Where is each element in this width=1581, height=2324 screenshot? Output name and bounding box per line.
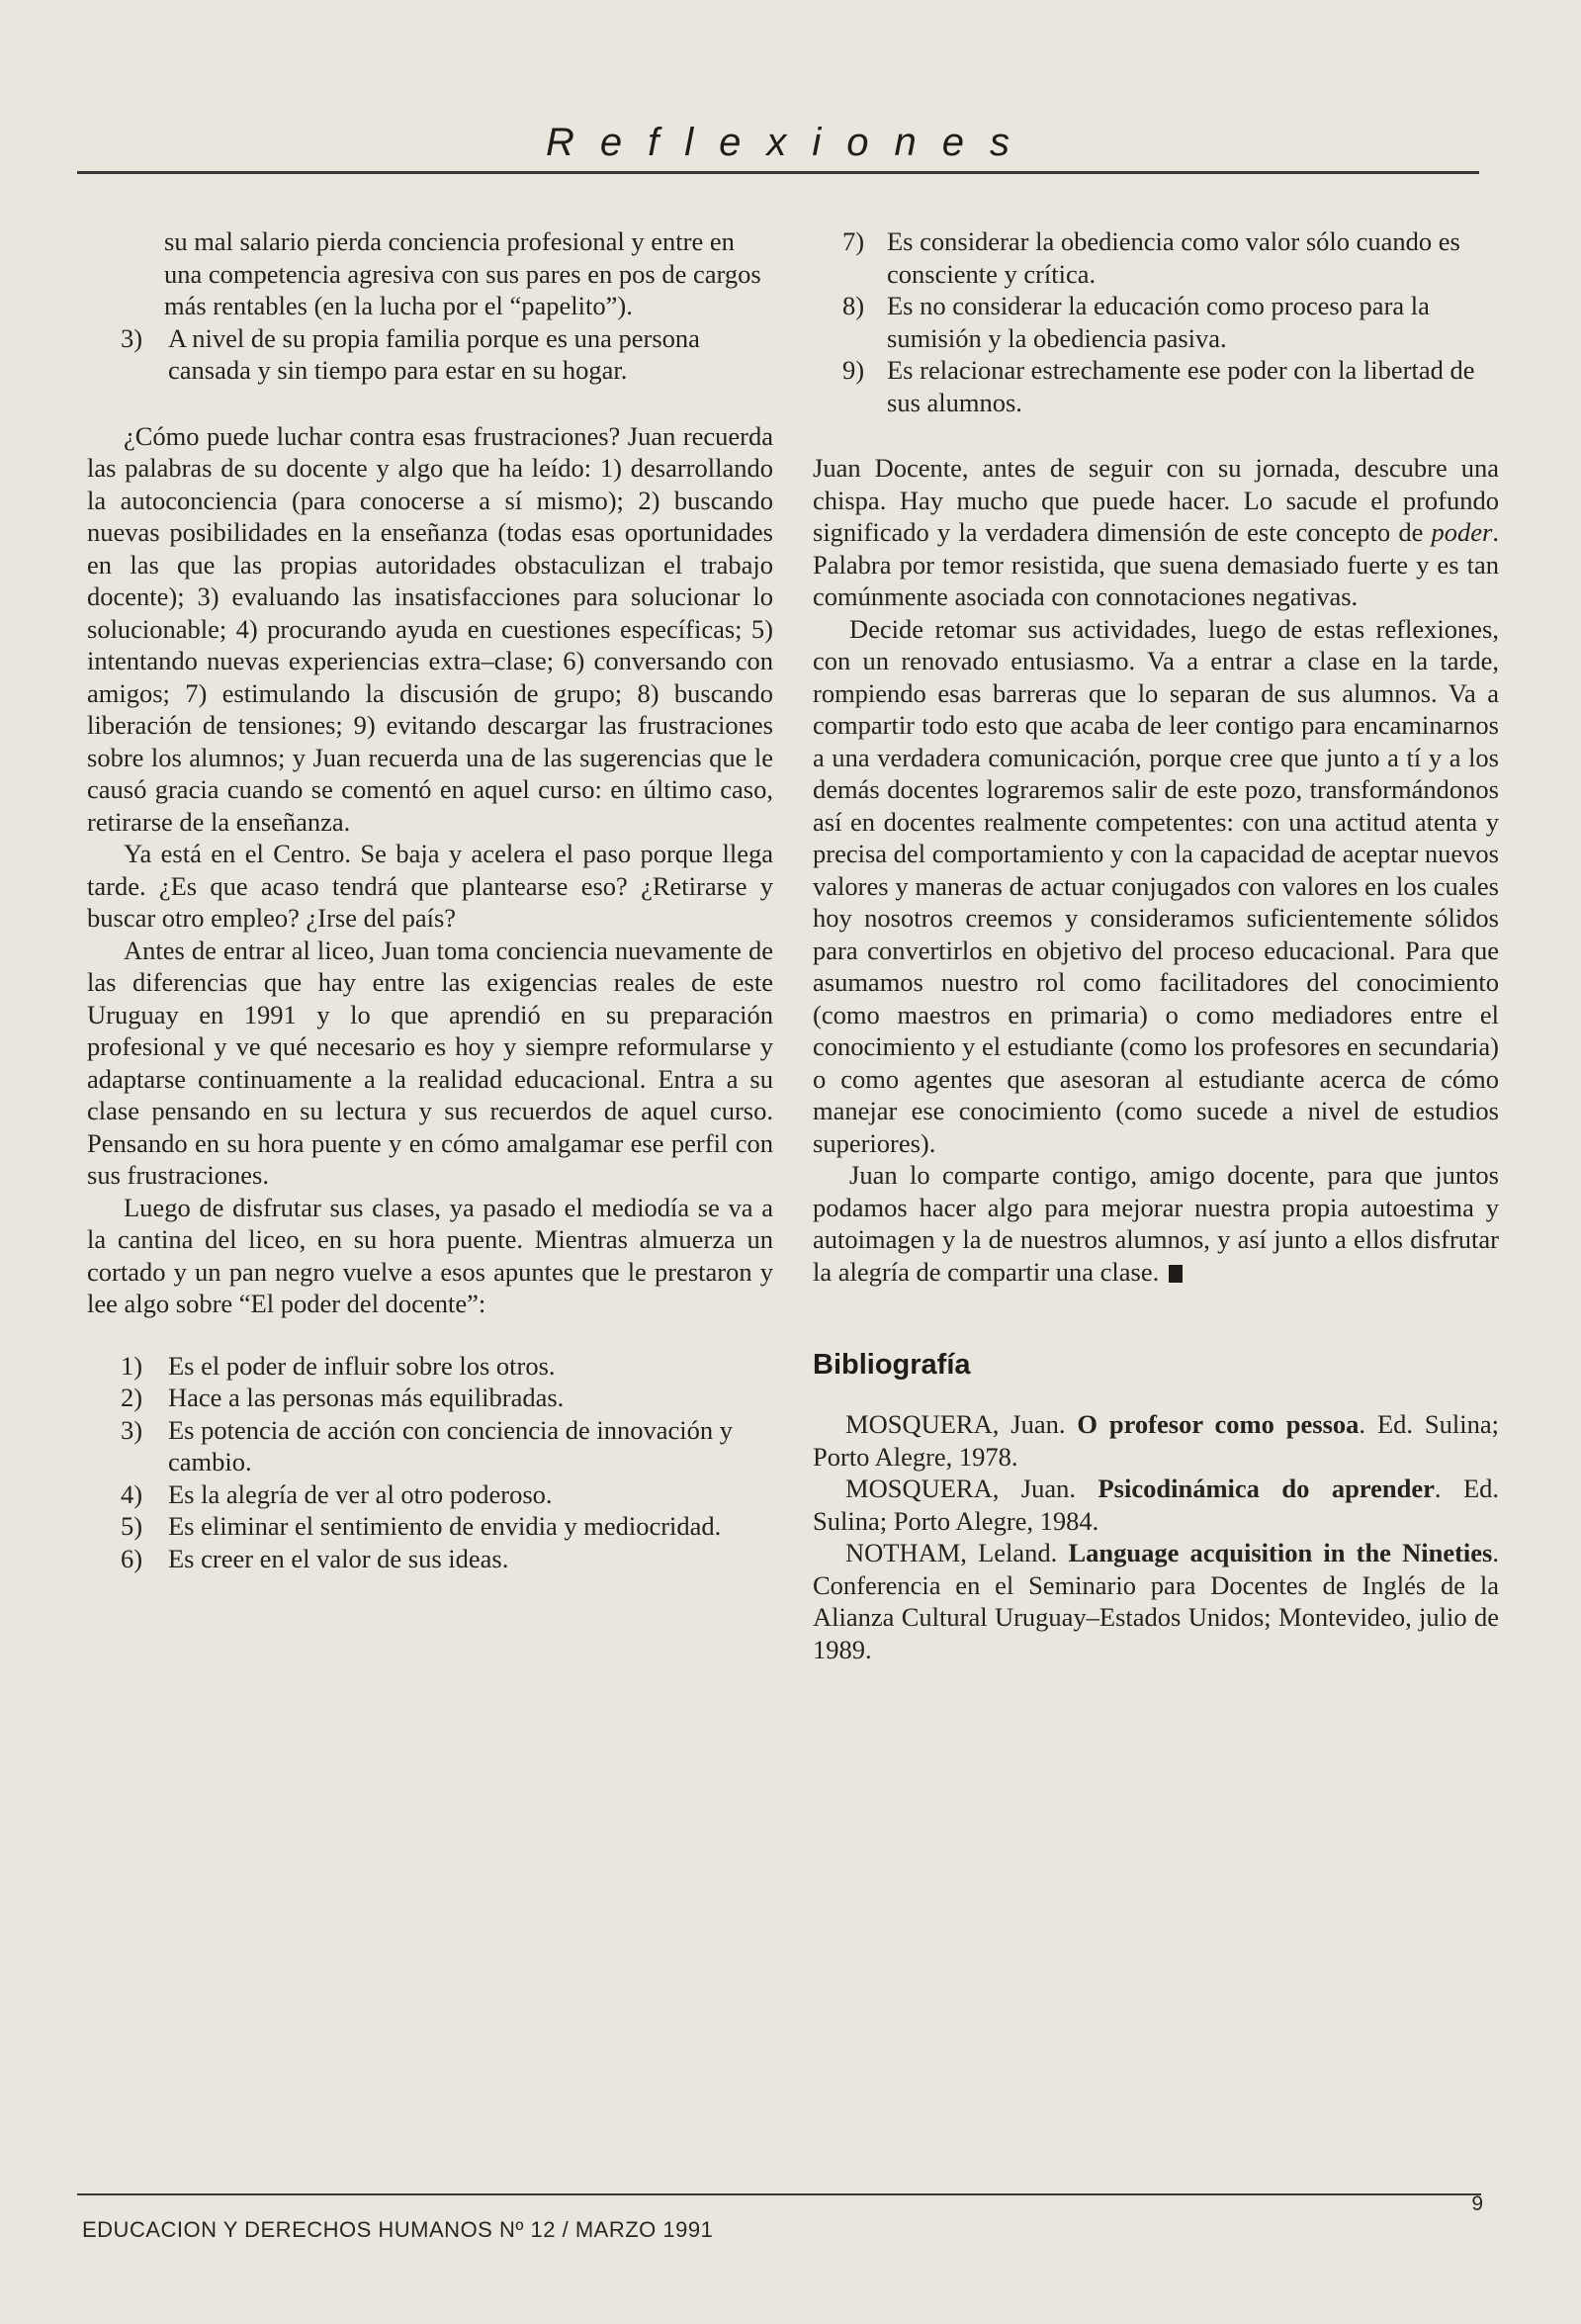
body-paragraph	[813, 1159, 1499, 1288]
list-item-text: Hace a las personas más equilibradas.	[168, 1383, 565, 1412]
list-item	[87, 322, 773, 387]
bib-title: Psicodinámica do aprender	[1098, 1474, 1435, 1503]
list-item-number: 3)	[121, 322, 143, 353]
bib-title: O profesor como pessoa	[1077, 1409, 1360, 1439]
list-item	[813, 225, 1499, 290]
right-column	[813, 225, 1499, 1665]
body-paragraph: ¿Cómo puede luchar contra esas frustraciones? Juan recuerda las palabras de su docente y algo que ha leído: 1) desarrollando la autoconciencia (para conocerse a sí mismo); 2) buscando nuevas posibilidades en la enseñanza (todas esas oportunidades en las que las propias autoridades obstaculizan el trabajo docente); 3) evaluando las insatisfacciones para solucionar lo solucionable; 4) procurando ayuda en cuestiones específicas; 5) intentando nuevas experiencias extra–clase; 6) conversando con amigos; 7) estimulando la discusión de grupo; 8) buscando liberación de tensiones; 9) evitando descargar las frustraciones sobre los alumnos; y Juan recuerda una de las sugerencias que le causó gracia cuando se comentó en aquel curso: en último caso, retirarse de la enseñanza.	[87, 420, 773, 837]
page-number: 9	[1471, 2192, 1483, 2215]
list-item	[87, 1414, 773, 1478]
bib-author: NOTHAM, Leland.	[845, 1538, 1069, 1567]
list-item-number: 3)	[121, 1414, 143, 1445]
paragraph-text: . Palabra por temor resistida, que suena demasiado fuerte y es tan comúnmente asociada con connotaciones negativas.	[813, 517, 1499, 611]
bib-title: Language acquisition in the Nineties	[1068, 1538, 1493, 1567]
list-item-number: 8)	[842, 291, 865, 320]
list-item	[813, 290, 1499, 354]
list-item-number: 6)	[121, 1543, 143, 1573]
emphasized-word: poder	[1431, 517, 1493, 547]
list-item-text: A nivel de su propia familia porque es una persona cansada y sin tiempo para estar en su hogar.	[168, 322, 700, 385]
list-item-text: Es el poder de influir sobre los otros.	[168, 1350, 556, 1381]
body-paragraph: Luego de disfrutar sus clases, ya pasado el mediodía se va a la cantina del liceo, en su hora puente. Mientras almuerza un cortado y un pan negro vuelve a esos apuntes que le prestaron y lee algo sobre “El poder del docente”:	[87, 1192, 773, 1318]
bib-details: . Ed. Sulina; Porto Alegre, 1978.	[813, 1409, 1500, 1472]
footer-journal: EDUCACION Y DERECHOS HUMANOS Nº 12 / MARZO 1991	[82, 2217, 714, 2242]
end-of-article-mark	[1169, 1265, 1183, 1283]
list-item-number: 4)	[121, 1478, 143, 1509]
list-item-text: su mal salario pierda conciencia profesional y entre en una competencia agresiva con sus pares en pos de cargos más rentables (en la lucha por el “papelito”).	[164, 226, 761, 320]
footer-rule	[77, 2193, 1481, 2195]
section-title: Reflexiones	[545, 121, 1035, 164]
body-paragraph: Antes de entrar al liceo, Juan toma conciencia nuevamente de las diferencias que hay entre las exigencias reales de este Uruguay en 1991 y lo que aprendió en su preparación profesional y ve qué necesario es hoy y siempre reformularse y adaptarse continuamente a la realidad educacional. Entra a su clase pensando en su lectura y sus recuerdos de aquel curso. Pensando en su hora puente y en cómo amalgamar ese perfil con sus frustraciones.	[87, 935, 773, 1190]
list-item	[87, 1350, 773, 1383]
list-item	[87, 1382, 773, 1414]
bib-author: MOSQUERA, Juan.	[845, 1474, 1098, 1503]
list-item-text: Es la alegría de ver al otro poderoso.	[168, 1478, 553, 1509]
list-item-number: 1)	[121, 1350, 143, 1381]
list-item-text: Es eliminar el sentimiento de envidia y mediocridad.	[168, 1511, 722, 1541]
list-item	[813, 354, 1499, 418]
body-paragraph: Decide retomar sus actividades, luego de estas reflexiones, con un renovado entusiasmo. Va a entrar a clase en la tarde, rompiendo esas barreras que lo separan de sus alumnos. Va a compartir todo esto que acaba de leer contigo para encaminarnos a una verdadera comunicación, porque cree que junto a tí y a los demás docentes lograremos salir de este pozo, transformándonos así en docentes realmente competentes: con una actitud atenta y precisa del comportamiento y con la capacidad de aceptar nuevos valores y maneras de actuar conjugados con valores en los cuales hoy nosotros creemos y consideramos suficientemente sólidos para convertirlos en objetivo del proceso educacional. Para que asumamos nuestro rol como facilitadores del conocimiento (como maestros en primaria) o como mediadores entre el conocimiento y el estudiante (como los profesores en secundaria) o como agentes que asesoran al estudiante acerca de cómo manejar ese conocimiento (como sucede a nivel de estudios superiores).	[813, 613, 1499, 1158]
power-list-continued	[813, 225, 1499, 418]
list-item-text: Es no considerar la educación como proceso para la sumisión y la obediencia pasiva.	[887, 291, 1430, 353]
bib-author: MOSQUERA, Juan.	[845, 1409, 1078, 1439]
bibliography-entry	[813, 1537, 1499, 1665]
list-item-text: Es potencia de acción con conciencia de innovación y cambio.	[168, 1414, 733, 1476]
bibliography-entry	[813, 1473, 1499, 1537]
list-item-number: 5)	[121, 1511, 143, 1541]
bibliography-heading: Bibliografía	[813, 1349, 971, 1381]
bib-details: . Ed. Sulina; Porto Alegre, 1984.	[813, 1474, 1500, 1536]
paragraph-text: Juan Docente, antes de seguir con su jornada, descubre una chispa. Hay mucho que puede hacer. Lo sacude el profundo significado y la verdadera dimensión de este concepto de	[813, 453, 1499, 547]
list-item	[87, 1543, 773, 1575]
list-item-text: Es creer en el valor de sus ideas.	[168, 1543, 509, 1573]
list-item	[87, 1478, 773, 1511]
list-item-number: 7)	[842, 226, 865, 256]
body-paragraph: Ya está en el Centro. Se baja y acelera el paso porque llega tarde. ¿Es que acaso tendrá que plantearse eso? ¿Retirarse y buscar otro empleo? ¿Irse del país?	[87, 839, 773, 933]
list-item-text: Es considerar la obediencia como valor sólo cuando es consciente y crítica.	[887, 226, 1460, 289]
list-item-number: 2)	[121, 1383, 143, 1412]
continued-list	[87, 225, 773, 387]
header-rule	[77, 171, 1479, 174]
list-item-number: 9)	[842, 355, 865, 385]
body-paragraph	[813, 452, 1499, 613]
power-list	[87, 1350, 773, 1575]
left-column	[87, 225, 773, 1574]
list-item	[87, 225, 773, 322]
bibliography-entry	[813, 1408, 1499, 1473]
list-item	[87, 1510, 773, 1543]
list-item-text: Es relacionar estrechamente ese poder con la libertad de sus alumnos.	[887, 355, 1475, 417]
paragraph-text: Juan lo comparte contigo, amigo docente, para que juntos podamos hacer algo para mejorar nuestra propia autoestima y autoimagen y la de nuestros alumnos, y así junto a ellos disfrutar la alegría de compartir una clase.	[813, 1160, 1499, 1287]
bib-details: . Conferencia en el Seminario para Docentes de Inglés de la Alianza Cultural Uruguay–Estados Unidos; Montevideo, julio de 1989.	[813, 1538, 1499, 1664]
